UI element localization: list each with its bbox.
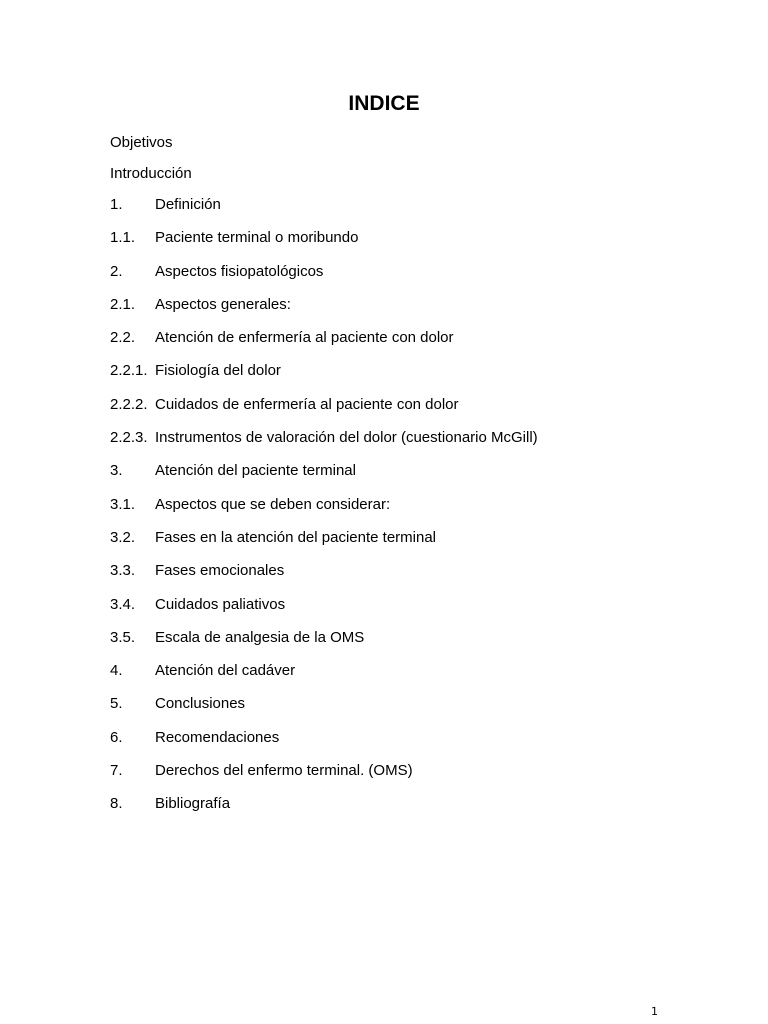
toc-entry-number: 1.1. [110, 229, 136, 247]
toc-entry-number: 5. [110, 695, 123, 713]
toc-entry-text: Paciente terminal o moribundo [155, 229, 359, 247]
toc-item [110, 559, 710, 592]
toc-item [110, 626, 710, 659]
page-title: INDICE [348, 92, 420, 115]
toc-entry-number: 2.1. [110, 295, 136, 313]
toc-entry-number: 2. [110, 262, 123, 280]
toc-entry-number: 3.2. [110, 528, 136, 546]
toc-item [110, 692, 710, 725]
toc-item [110, 260, 710, 293]
toc-entry-number: 2.2. [110, 329, 136, 347]
toc-entry-text: Bibliografía [155, 795, 231, 813]
toc-entry-number: 6. [110, 728, 123, 746]
toc-item [110, 226, 710, 259]
toc-entry-text: Derechos del enfermo terminal. (OMS) [155, 762, 413, 780]
toc-item [110, 162, 710, 193]
toc-entry-number: 8. [110, 795, 123, 813]
toc-entry-number: 3.3. [110, 562, 136, 580]
toc-entry-text: Escala de analgesia de la OMS [155, 628, 365, 646]
toc-item [110, 359, 710, 392]
toc-entry-text: Aspectos fisiopatológicos [155, 262, 324, 280]
toc-item [110, 726, 710, 759]
toc-entry-number: 3.1. [110, 495, 136, 513]
toc-entry-number: 3.4. [110, 595, 136, 613]
toc-item [110, 593, 710, 626]
toc-item [110, 526, 710, 559]
toc-item [110, 759, 710, 792]
toc-entry-text: Fisiología del dolor [155, 362, 281, 380]
toc-entry-text: Atención del paciente terminal [155, 462, 356, 480]
toc-item [110, 131, 710, 162]
toc-entry-number: 3. [110, 462, 123, 480]
toc-entry-text: Aspectos generales: [155, 295, 291, 313]
toc-entry-number: 2.2.1. [110, 362, 148, 380]
toc-entry-number: 2.2.3. [110, 429, 148, 447]
table-of-contents [110, 131, 710, 826]
toc-entry-number: 2.2.2. [110, 395, 148, 413]
toc-item [110, 659, 710, 692]
toc-entry-text: Introducción [110, 165, 192, 182]
toc-entry-text: Objetivos [110, 134, 173, 151]
toc-entry-number: 3.5. [110, 628, 136, 646]
toc-item [110, 326, 710, 359]
toc-item [110, 193, 710, 226]
toc-item [110, 459, 710, 492]
toc-entry-text: Conclusiones [155, 695, 246, 713]
toc-entry-text: Cuidados paliativos [155, 595, 286, 613]
toc-item [110, 293, 710, 326]
toc-item [110, 426, 710, 459]
toc-entry-number: 4. [110, 662, 123, 680]
toc-item [110, 393, 710, 426]
toc-entry-text: Fases emocionales [155, 562, 285, 580]
page-number: 1 [651, 1005, 658, 1018]
toc-entry-number: 7. [110, 762, 123, 780]
toc-item [110, 493, 710, 526]
toc-entry-text: Aspectos que se deben considerar: [155, 495, 391, 513]
toc-entry-text: Atención del cadáver [155, 662, 296, 680]
toc-item [110, 792, 710, 825]
toc-entry-text: Definición [155, 196, 221, 213]
toc-entry-text: Instrumentos de valoración del dolor (cuestionario McGill) [155, 429, 538, 447]
toc-entry-text: Cuidados de enfermería al paciente con dolor [155, 395, 459, 413]
toc-entry-number: 1. [110, 196, 123, 213]
toc-entry-text: Recomendaciones [155, 728, 280, 746]
toc-entry-text: Fases en la atención del paciente terminal [155, 528, 437, 546]
toc-entry-text: Atención de enfermería al paciente con dolor [155, 329, 454, 347]
